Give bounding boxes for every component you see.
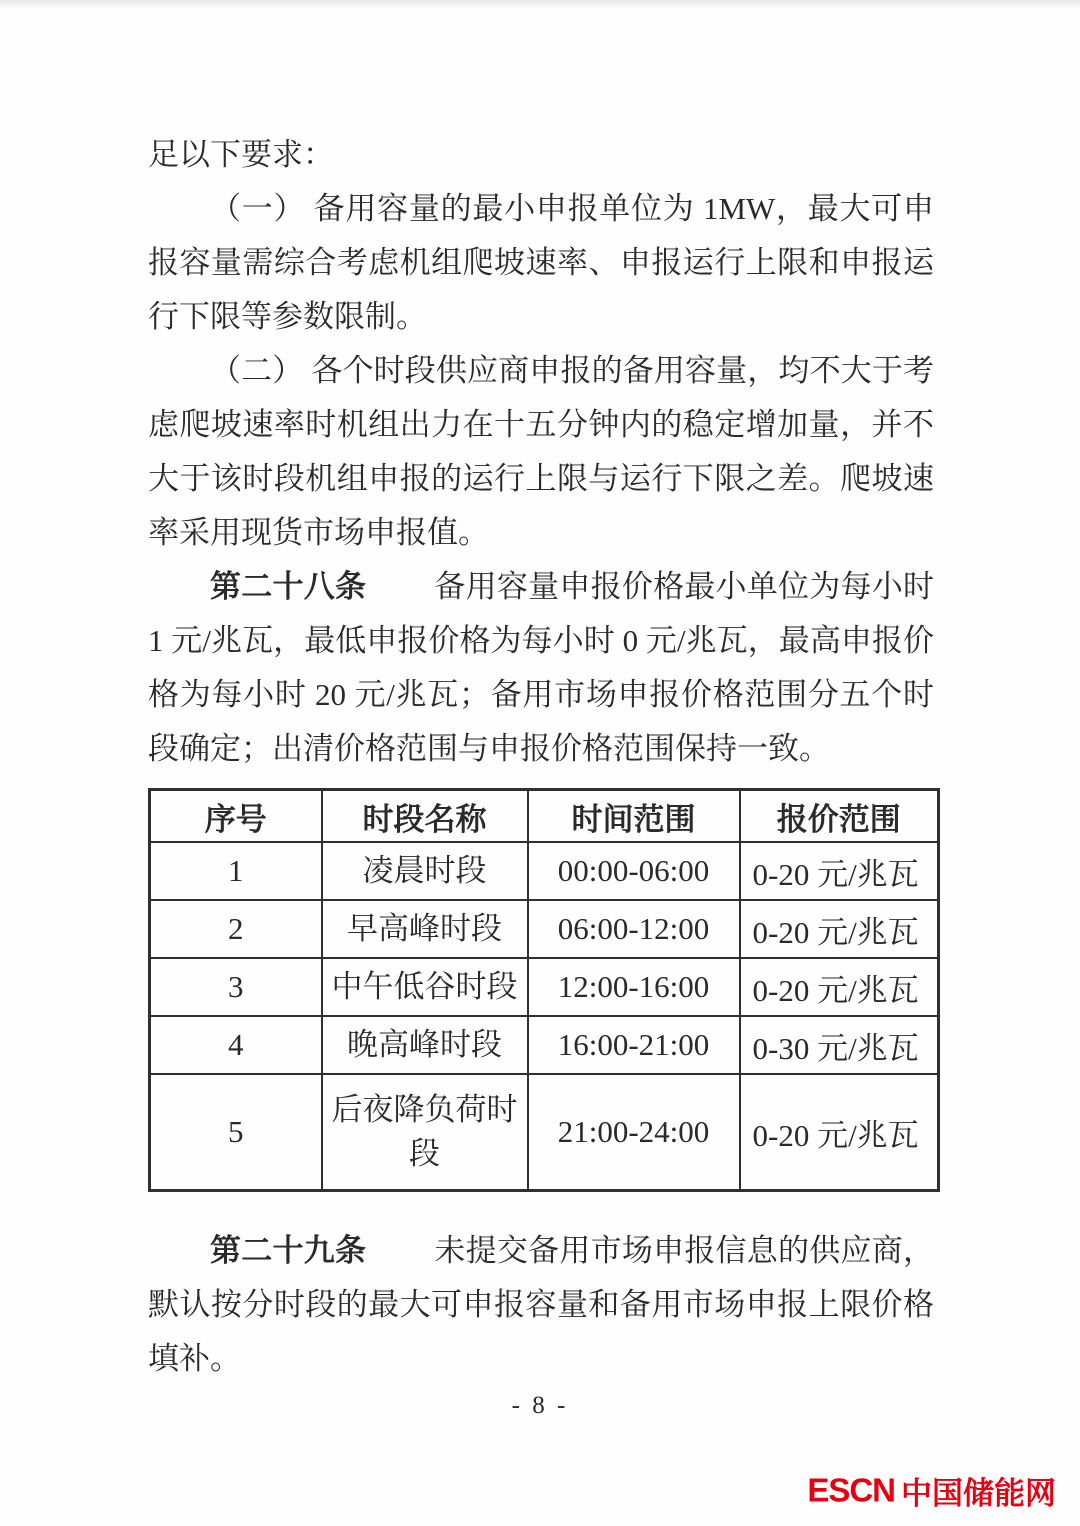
bidding-period-table xyxy=(148,788,940,1192)
cell-seq: 5 xyxy=(150,1074,322,1191)
page-number: - 8 - xyxy=(511,1392,569,1419)
cell-seq: 2 xyxy=(150,900,322,958)
cell-period-name: 后夜降负荷时段 xyxy=(322,1074,528,1191)
cell-price-range: 0-20 元/兆瓦 xyxy=(740,900,939,958)
cell-time-range: 06:00-12:00 xyxy=(528,900,740,958)
escn-watermark-logo xyxy=(807,1468,1056,1513)
escn-logo-latin-text: ESCN xyxy=(807,1471,895,1509)
table-header-seq: 序号 xyxy=(150,790,322,843)
paragraph-item-2: （二） 各个时段供应商申报的备用容量，均不大于考虑爬坡速率时机组出力在十五分钟内的稳定增加量，并不大于该时段机组申报的运行上限与运行下限之差。爬坡速率采用现货市场申报值。 xyxy=(148,353,934,550)
article-28-label: 第二十八条 xyxy=(210,569,367,604)
table-row xyxy=(150,1074,939,1191)
cell-seq: 3 xyxy=(150,958,322,1016)
cell-price-range: 0-20 元/兆瓦 xyxy=(740,842,939,900)
table-row xyxy=(150,1016,939,1074)
escn-logo-chinese-text: 中国储能网 xyxy=(901,1476,1056,1511)
cell-time-range: 21:00-24:00 xyxy=(528,1074,740,1191)
cell-period-name: 早高峰时段 xyxy=(322,900,528,958)
cell-price-range: 0-20 元/兆瓦 xyxy=(740,958,939,1016)
cell-seq: 1 xyxy=(150,842,322,900)
cell-time-range: 12:00-16:00 xyxy=(528,958,740,1016)
scan-edge-artifact xyxy=(0,0,1080,9)
table-header-row xyxy=(150,790,939,843)
cell-time-range: 16:00-21:00 xyxy=(528,1016,740,1074)
table-row xyxy=(150,842,939,900)
paragraph-article-29 xyxy=(148,1224,934,1386)
cell-time-range: 00:00-06:00 xyxy=(528,842,740,900)
paragraph-item-1: （一） 备用容量的最小申报单位为 1MW，最大可申报容量需综合考虑机组爬坡速率、申报运行上限和申报运行下限等参数限制。 xyxy=(148,191,934,334)
cell-period-name: 凌晨时段 xyxy=(322,842,528,900)
cell-price-range: 0-30 元/兆瓦 xyxy=(740,1016,939,1074)
cell-period-name: 中午低谷时段 xyxy=(322,958,528,1016)
article-29-label: 第二十九条 xyxy=(210,1233,367,1268)
table-row xyxy=(150,900,939,958)
article-28-text: 备用容量申报价格最小单位为每小时 1 元/兆瓦，最低申报价格为每小时 0 元/兆瓦，最高申报价格为每小时 20 元/兆瓦；备用市场申报价格范围分五个时段确定；出清价格范围与申报价格范围保持一致。 xyxy=(148,569,934,766)
table-header-period-name: 时段名称 xyxy=(322,790,528,843)
table-row xyxy=(150,958,939,1016)
cell-seq: 4 xyxy=(150,1016,322,1074)
table-header-time-range: 时间范围 xyxy=(528,790,740,843)
paragraph-continuation: 足以下要求： xyxy=(148,137,334,172)
cell-period-name: 晚高峰时段 xyxy=(322,1016,528,1074)
table-header-price-range: 报价范围 xyxy=(740,790,939,843)
paragraph-article-28 xyxy=(148,560,934,776)
article-29-text: 未提交备用市场申报信息的供应商，默认按分时段的最大可申报容量和备用市场申报上限价格填补。 xyxy=(148,1233,934,1376)
document-body xyxy=(148,128,934,1386)
cell-price-range: 0-20 元/兆瓦 xyxy=(740,1074,939,1191)
